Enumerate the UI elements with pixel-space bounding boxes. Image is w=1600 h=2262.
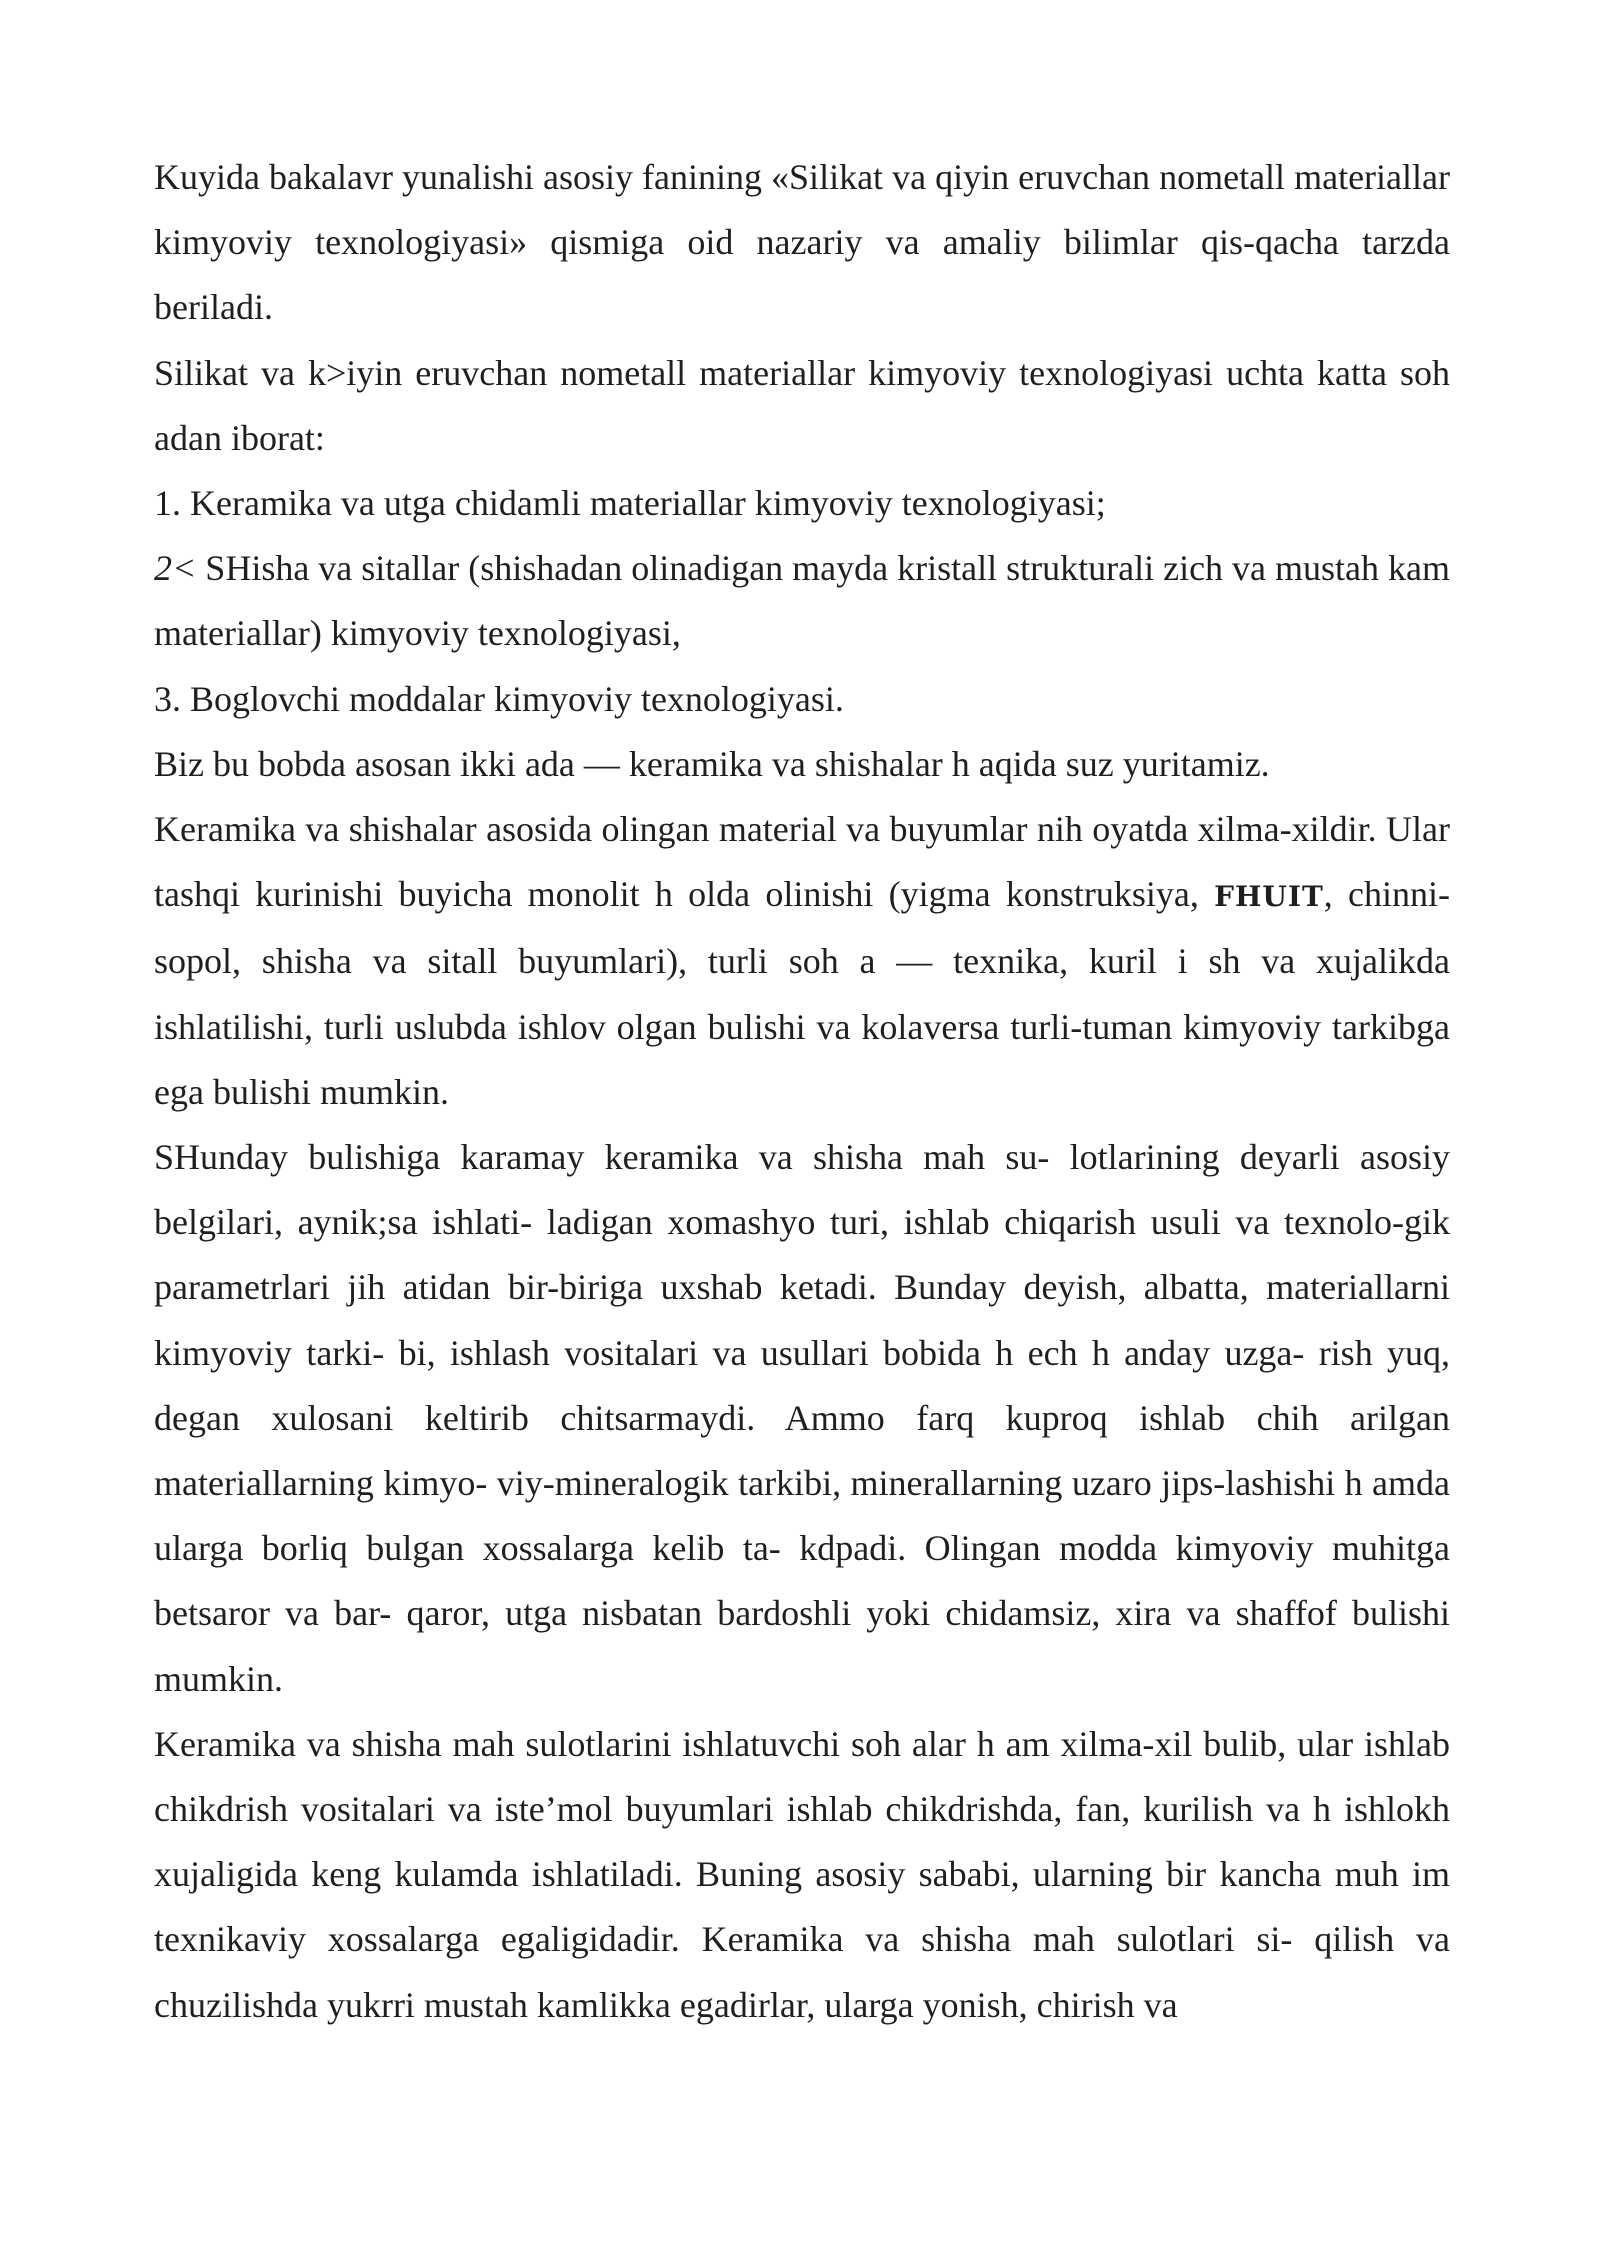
list-item-2-number: 2< bbox=[154, 548, 197, 589]
applications-paragraph: Keramika va shisha mah sulotlarini ishlatuvchi soh alar h am xilma-xil bulib, ular ishlab chikdrish vositalari va iste’mol buyumlari ishlab chikdrishda, fan, kurilish va h ishlokh xujaligida keng kulamda ishlatiladi. Buning asosiy sababi, ularning bir kancha muh im texnikaviy xossalarga egaligidadir. Keramika va shisha mah sulotlari si- qilish va chuzilishda yukrri mustah kamlikka egadirlar, ularga yonish, chirish va bbox=[154, 1723, 1450, 2025]
materials-text-a: Keramika va shishalar asosida olingan material va buyumlar nih oyatda xilma-xildir. Ular tashqi kurinishi buyicha monolit h olda olinishi (yigma konstruksiya, bbox=[154, 809, 1450, 915]
list-item-3: 3. Boglovchi moddalar kimyoviy texnologiyasi. bbox=[154, 678, 844, 719]
document-page bbox=[154, 145, 1450, 2038]
materials-text-b: , chinni-sopol, shisha va sitall buyumlari), turli soh a — texnika, kuril i sh va xujalikda ishlatilishi, turli uslubda ishlov olgan bulishi va kolaversa turli-tuman kimyoviy tarkibga ega bulishi mumkin. bbox=[154, 874, 1450, 1112]
focus-paragraph: Biz bu bobda asosan ikki ada — keramika va shishalar h aqida suz yuritamiz. bbox=[154, 743, 1270, 784]
similarity-paragraph: SHunday bulishiga karamay keramika va shisha mah su- lotlarining deyarli asosiy belgilari, aynik;sa ishlati- ladigan xomashyo turi, ishlab chiqarish usuli va texnolo-gik parametrlari jih atidan bir-biriga uxshab ketadi. Bunday deyish, albatta, materiallarni kimyoviy tarki- bi, ishlash vositalari va usullari bobida h ech h anday uzga- rish yuq, degan xulosani keltirib chitsarmaydi. Ammo farq kuproq ishlab chih arilgan materiallarning kimyo- viy-mineralogik tarkibi, minerallarning uzaro jips-lashishi h amda ularga borliq bulgan xossalarga kelib ta- kdpadi. Olingan modda kimyoviy muhitga betsaror va bar- qaror, utga nisbatan bardoshli yoki chidamsiz, xira va shaffof bulishi mumkin. bbox=[154, 1137, 1450, 1699]
scope-paragraph: Silikat va k>iyin eruvchan nometall materiallar kimyoviy texnologiyasi uchta katta soh adan iborat: bbox=[154, 352, 1450, 458]
materials-paragraph bbox=[154, 797, 1450, 1125]
materials-tag: FHUIT bbox=[1214, 880, 1324, 914]
list-item-2 bbox=[154, 536, 1450, 666]
intro-paragraph: Kuyida bakalavr yunalishi asosiy fanining «Silikat va qiyin eruvchan nometall materiallar kimyoviy texnologiyasi» qismiga oid nazariy va amaliy bilimlar qis-qacha tarzda beriladi. bbox=[154, 157, 1450, 328]
list-item-2-text: SHisha va sitallar (shishadan olinadigan mayda kristall strukturali zich va mustah kam materiallar) kimyoviy texnologiyasi, bbox=[154, 548, 1451, 654]
list-item-1: 1. Keramika va utga chidamli materiallar kimyoviy texnologiyasi; bbox=[154, 483, 1106, 524]
